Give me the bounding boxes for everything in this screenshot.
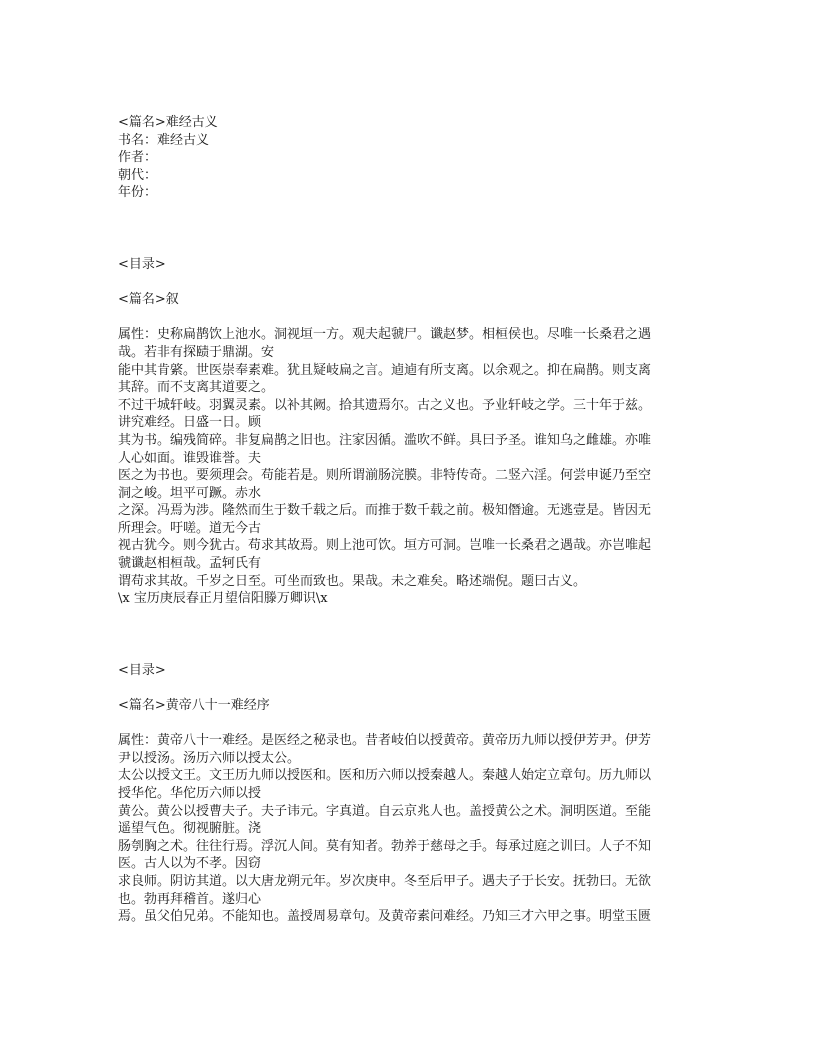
text-line: 求良师。阴访其道。以大唐龙朔元年。岁次庚申。冬至后甲子。遇夫子于长安。抚勃曰。无欲 — [118, 873, 652, 889]
text-line: 医。古人以为不孝。因窃 — [118, 856, 262, 872]
section-title: <篇名>叙 — [118, 292, 179, 308]
text-line: 视古犹今。则今犹古。苟求其故焉。则上池可饮。垣方可洞。岂唯一长桑君之遇哉。亦岂唯起 — [118, 538, 652, 554]
text-line: 虢谶赵相桓哉。孟轲氏有 — [118, 556, 262, 572]
text-line: 洞之峻。坦平可蹶。赤水 — [118, 485, 262, 501]
signature-line: \x 宝历庚辰春正月望信阳滕万卿识\x — [118, 591, 328, 607]
section-title: <篇名>黄帝八十一难经序 — [118, 698, 270, 714]
text-line: 尹以授汤。汤历六师以授太公。 — [118, 750, 301, 766]
text-line: 不过干城轩岐。羽翼灵素。以补其阙。拾其遗焉尔。古之义也。予业轩岐之学。三十年于兹。 — [118, 397, 652, 413]
text-line: 其辞。而不支离其道要之。 — [118, 380, 275, 396]
section-preface — [118, 256, 708, 608]
document-page — [118, 114, 708, 926]
text-line: 焉。虽父伯兄弟。不能知也。盖授周易章句。及黄帝素问难经。乃知三才六甲之事。明堂玉匮 — [118, 909, 652, 925]
text-line: 肠刳胸之术。往往行焉。浮沉人间。莫有知者。勃养于慈母之手。每承过庭之训曰。人子不知 — [118, 838, 652, 854]
toc-marker: <目录> — [118, 256, 166, 272]
text-line: 人心如面。谁毁谁誉。夫 — [118, 450, 262, 466]
text-line: 太公以授文王。文王历九师以授医和。医和历六师以授秦越人。秦越人始定立章句。历九师以 — [118, 768, 652, 784]
text-line: 所理会。吁嗟。道无今古 — [118, 520, 262, 536]
text-line: 谓苟求其故。千岁之日至。可坐而致也。果哉。未之难矣。略述端倪。题曰古义。 — [118, 573, 587, 589]
doc-title-line: <篇名>难经古义 — [118, 115, 218, 130]
text-line: 哉。若非有探赜于鼎湖。安 — [118, 344, 275, 360]
author-field: 作者： — [118, 150, 158, 166]
book-name-field: 书名：难经古义 — [118, 132, 210, 148]
text-line: 属性：史称扁鹊饮上池水。洞视垣一方。观夫起虢尸。谶赵梦。相桓侯也。尽唯一长桑君之遇 — [118, 327, 652, 343]
text-line: 授华佗。华佗历六师以授 — [118, 786, 262, 801]
text-line: 黄公。黄公以授曹夫子。夫子讳元。字真道。自云京兆人也。盖授黄公之术。洞明医道。至能 — [118, 803, 652, 819]
text-line: 遥望气色。彻视腑脏。浇 — [118, 821, 262, 837]
text-line: 也。勃再拜稽首。遂归心 — [118, 891, 262, 907]
text-line: 能中其肯綮。世医崇奉素难。犹且疑岐扁之言。逌逌有所支离。以余观之。抑在扁鹊。则支离 — [118, 362, 652, 378]
section-huangdi-preface — [118, 662, 708, 926]
dynasty-field: 朝代： — [118, 167, 158, 183]
text-line: 属性：黄帝八十一难经。是医经之秘录也。昔者岐伯以授黄帝。黄帝历九师以授伊芳尹。伊芳 — [118, 733, 652, 749]
year-field: 年份： — [118, 185, 158, 201]
text-line: 医之为书也。要须理会。苟能若是。则所谓湔肠浣膜。非特传奇。二竖六淫。何尝申诞乃至空 — [118, 468, 652, 484]
toc-marker: <目录> — [118, 662, 166, 678]
text-line: 其为书。编残简碎。非复扁鹊之旧也。注家因循。滥吹不鲜。具曰予圣。谁知乌之雌雄。亦唯 — [118, 432, 652, 448]
text-line: 讲究难经。日盛一日。顾 — [118, 415, 262, 431]
text-line: 之深。冯焉为涉。隆然而生于数千载之后。而推于数千载之前。极知僭逾。无逃壹是。皆因无 — [118, 503, 652, 519]
